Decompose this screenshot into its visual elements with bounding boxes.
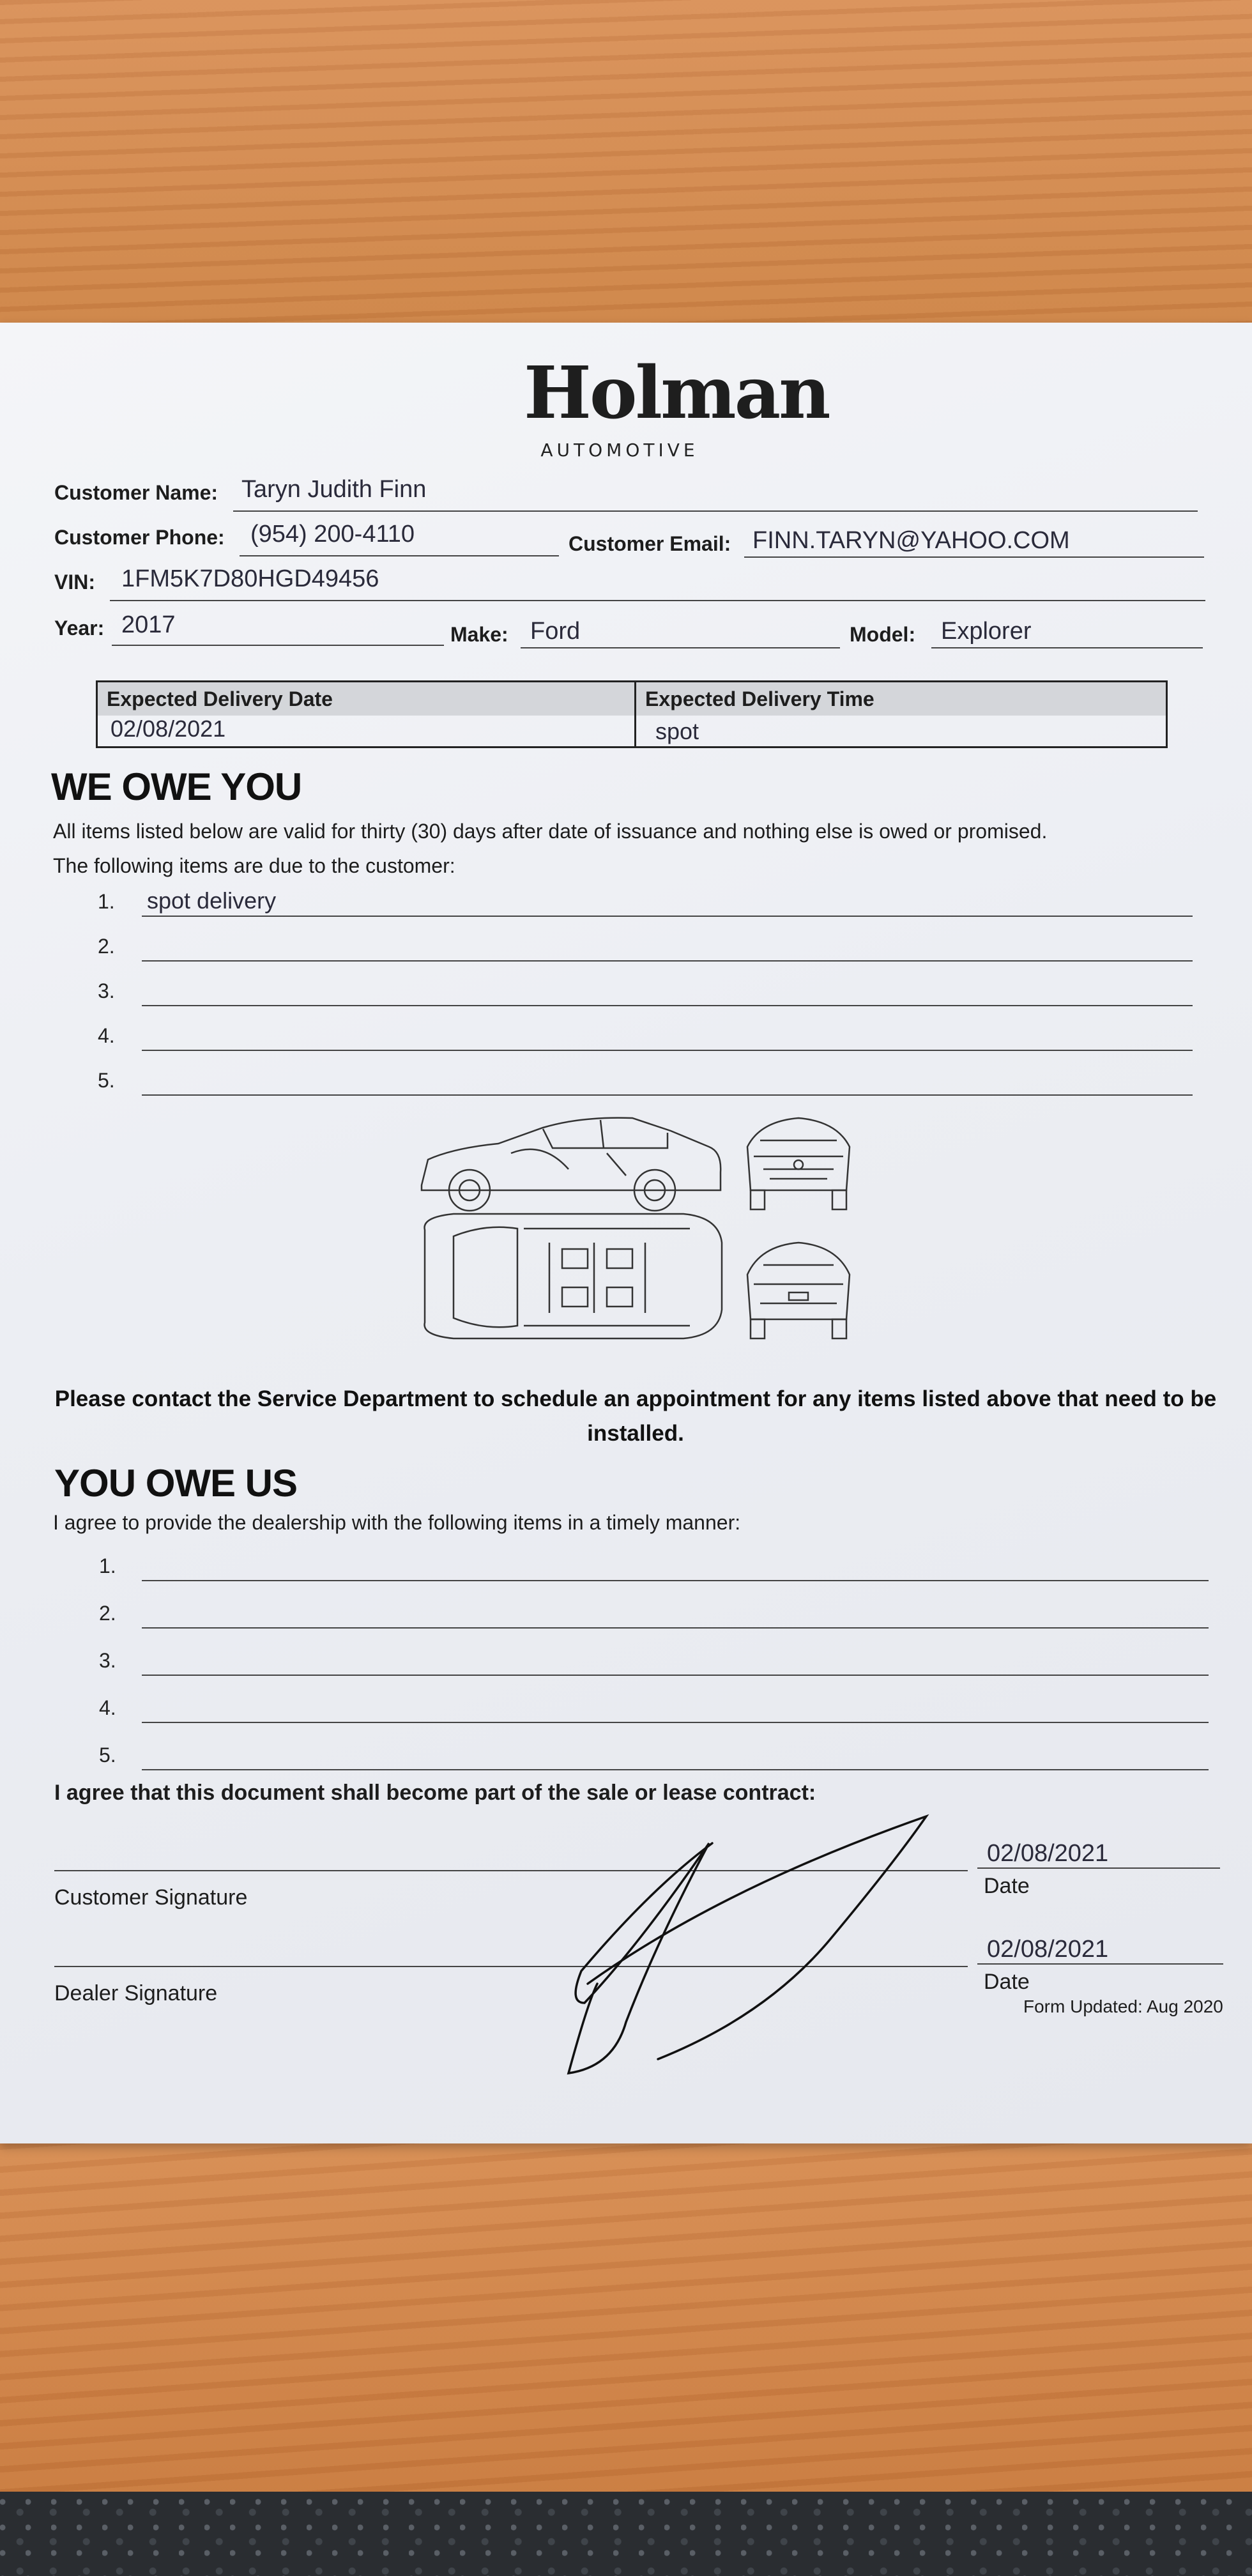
make-line (521, 647, 840, 648)
customer-name-value[interactable]: Taryn Judith Finn (241, 476, 427, 503)
year-value[interactable]: 2017 (121, 611, 176, 638)
list-item (96, 931, 1195, 969)
year-line (112, 645, 444, 646)
car-front-view-icon (747, 1118, 850, 1209)
you-owe-us-title: YOU OWE US (54, 1462, 298, 1505)
car-top-view-icon (425, 1214, 722, 1338)
make-value[interactable]: Ford (530, 618, 581, 645)
logo-wordmark: Holman (524, 351, 829, 435)
item-number: 5. (99, 1744, 116, 1767)
model-line (931, 647, 1203, 648)
we-owe-you-title: WE OWE YOU (51, 765, 302, 808)
delivery-date-value[interactable]: 02/08/2021 (111, 716, 226, 742)
list-item (96, 1744, 1214, 1782)
make-label: Make: (450, 623, 508, 646)
wood-table-top (0, 0, 1252, 326)
item-number: 1. (99, 1554, 116, 1577)
delivery-time-header: Expected Delivery Time (636, 682, 1166, 716)
item-number: 4. (98, 1024, 115, 1047)
item-line (142, 1627, 1209, 1629)
item-number: 1. (98, 890, 115, 913)
item-text[interactable]: spot delivery (147, 887, 277, 914)
customer-name-label: Customer Name: (54, 481, 218, 504)
list-item (96, 1065, 1195, 1103)
we-owe-intro-2: The following items are due to the customer: (53, 854, 455, 877)
item-line (142, 1094, 1193, 1096)
form-paper (0, 323, 1252, 2143)
car-side-view-icon (422, 1118, 721, 1211)
item-number: 3. (98, 979, 115, 1002)
item-number: 5. (98, 1069, 115, 1092)
delivery-date-cell (98, 682, 636, 746)
customer-date-label: Date (984, 1874, 1030, 1898)
service-department-note: Please contact the Service Department to schedule an appointment for any items listed above that need to be installed. (54, 1386, 1217, 1446)
customer-phone-value[interactable]: (954) 200-4110 (250, 521, 415, 548)
item-number: 2. (99, 1602, 116, 1625)
logo-subtitle: AUTOMOTIVE (540, 440, 699, 461)
model-label: Model: (850, 623, 916, 646)
car-rear-view-icon (747, 1243, 850, 1338)
vin-value[interactable]: 1FM5K7D80HGD49456 (121, 565, 379, 592)
item-line (142, 1580, 1209, 1581)
list-item (96, 886, 1195, 924)
year-label: Year: (54, 617, 105, 640)
delivery-box (96, 680, 1168, 748)
model-value[interactable]: Explorer (941, 618, 1032, 645)
customer-phone-label: Customer Phone: (54, 526, 225, 549)
list-item (96, 1602, 1214, 1640)
you-owe-intro: I agree to provide the dealership with the following items in a timely manner: (53, 1511, 741, 1534)
item-line (142, 1722, 1209, 1723)
holman-logo (524, 351, 829, 461)
customer-name-line (233, 510, 1198, 512)
customer-signature-label: Customer Signature (54, 1885, 248, 1910)
item-line (142, 1050, 1193, 1051)
list-item (96, 1649, 1214, 1687)
wood-table-bottom (0, 2143, 1252, 2498)
vehicle-damage-diagram (415, 1115, 862, 1351)
list-item (96, 1696, 1214, 1735)
item-line (142, 1005, 1193, 1006)
dealer-date-value[interactable]: 02/08/2021 (987, 1936, 1109, 1963)
handwritten-signature (562, 1811, 945, 2086)
we-owe-intro-1: All items listed below are valid for thirty (30) days after date of issuance and nothing else is owed or promised. (53, 820, 1048, 843)
vin-label: VIN: (54, 571, 95, 594)
item-number: 2. (98, 935, 115, 958)
delivery-time-cell (636, 682, 1166, 746)
customer-date-line (977, 1867, 1220, 1869)
delivery-date-header: Expected Delivery Date (98, 682, 634, 716)
customer-email-label: Customer Email: (569, 532, 731, 555)
vin-line (110, 600, 1205, 601)
dealer-signature-label: Dealer Signature (54, 1981, 218, 2005)
dealer-date-line (977, 1963, 1223, 1965)
form-updated-note: Form Updated: Aug 2020 (1023, 1997, 1223, 2016)
list-item (96, 1554, 1214, 1593)
agreement-statement: I agree that this document shall become part of the sale or lease contract: (54, 1781, 816, 1805)
item-line (142, 916, 1193, 917)
customer-date-value[interactable]: 02/08/2021 (987, 1840, 1109, 1867)
customer-email-value[interactable]: FINN.TARYN@YAHOO.COM (752, 527, 1070, 554)
list-item (96, 976, 1195, 1014)
dealer-date-label: Date (984, 1970, 1030, 1994)
item-number: 3. (99, 1649, 116, 1672)
item-line (142, 1675, 1209, 1676)
item-line (142, 1769, 1209, 1770)
customer-phone-line (240, 555, 559, 556)
list-item (96, 1020, 1195, 1059)
delivery-time-value[interactable]: spot (655, 718, 699, 744)
item-line (142, 960, 1193, 962)
customer-email-line (744, 556, 1204, 558)
item-number: 4. (99, 1696, 116, 1719)
floor (0, 2492, 1252, 2576)
